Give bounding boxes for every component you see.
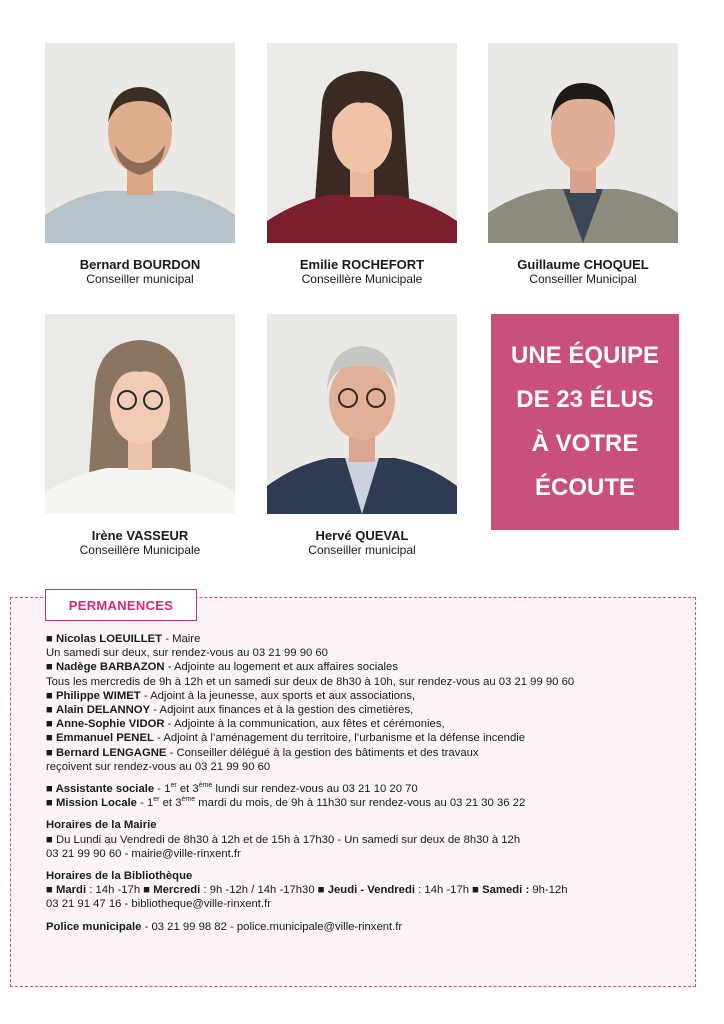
portrait-photo (45, 314, 235, 514)
elu-line: ■ Alain DELANNOY - Adjoint aux finances et à la gestion des cimetières, (46, 704, 414, 717)
person-name: Emilie ROCHEFORT (299, 257, 425, 272)
portrait-photo (267, 314, 457, 514)
person-silhouette-icon (267, 314, 457, 514)
elu-detail: Tous les mercredis de 9h à 12h et un samedi sur deux de 8h30 à 10h, sur rendez-vous au 03 21 99 90 60 (46, 675, 575, 688)
banner-line: À VOTRE (531, 430, 639, 457)
person-name: Irène VASSEUR (91, 528, 189, 543)
person-silhouette-icon (267, 43, 457, 243)
portrait-photo (267, 43, 457, 243)
person-name: Bernard BOURDON (79, 257, 201, 272)
police-line: Police municipale - 03 21 99 98 82 - police.municipale@ville-rinxent.fr (46, 920, 403, 933)
elu-line: ■ Nicolas LOEUILLET - Maire (46, 633, 201, 645)
banner-line: DE 23 ÉLUS (516, 386, 654, 413)
permanences-title: PERMANENCES (45, 589, 197, 621)
person-card-choquel (488, 43, 678, 287)
permanences-content (46, 632, 686, 934)
elu-line: ■ Anne-Sophie VIDOR - Adjointe à la communication, aux fêtes et cérémonies, (46, 718, 445, 731)
person-card-bourdon (45, 43, 235, 287)
bibliotheque-title: Horaires de la Bibliothèque (46, 870, 193, 883)
banner-line: ÉCOUTE (534, 474, 635, 501)
person-role: Conseillère Municipale (301, 272, 423, 286)
person-card-queval (267, 314, 457, 558)
team-banner (491, 314, 679, 530)
person-silhouette-icon (45, 314, 235, 514)
elu-detail: reçoivent sur rendez-vous au 03 21 99 90 60 (46, 760, 271, 773)
elu-line: ■ Emmanuel PENEL - Adjoint à l’aménagement du territoire, l’urbanisme et la défense incendie (46, 732, 526, 745)
mairie-title: Horaires de la Mairie (46, 819, 157, 832)
person-card-rochefort (267, 43, 457, 287)
person-name: Hervé QUEVAL (315, 528, 409, 543)
elu-line: ■ Philippe WIMET - Adjoint à la jeunesse, aux sports et aux associations, (46, 689, 416, 702)
person-role: Conseiller municipal (308, 543, 416, 557)
person-name: Guillaume CHOQUEL (517, 257, 649, 272)
banner-line: UNE ÉQUIPE (510, 342, 660, 369)
mairie-hours: ■ Du Lundi au Vendredi de 8h30 à 12h et de 15h à 17h30 - Un samedi sur deux de 8h30 à 12h (46, 833, 521, 846)
assistante-sociale-line: ■ Assistante sociale - 1er et 3ème lundi sur rendez-vous au 03 21 10 20 70 (46, 782, 418, 796)
portrait-photo (488, 43, 678, 243)
elu-line: ■ Nadège BARBAZON - Adjointe au logement et aux affaires sociales (46, 661, 398, 674)
person-card-vasseur (45, 314, 235, 558)
bibliotheque-contact: 03 21 91 47 16 - bibliotheque@ville-rinxent.fr (46, 898, 271, 911)
bibliotheque-hours: ■ Mardi : 14h -17h ■ Mercredi : 9h -12h / 14h -17h30 ■ Jeudi - Vendredi : 14h -17h ■ Samedi : 9h-12h (46, 884, 568, 897)
portrait-photo (45, 43, 235, 243)
elu-detail: Un samedi sur deux, sur rendez-vous au 03 21 99 90 60 (46, 647, 328, 660)
mission-locale-line: ■ Mission Locale - 1er et 3ème mardi du mois, de 9h à 11h30 sur rendez-vous au 03 21 30 36 22 (46, 796, 526, 810)
person-silhouette-icon (45, 43, 235, 243)
person-silhouette-icon (488, 43, 678, 243)
mairie-contact: 03 21 99 90 60 - mairie@ville-rinxent.fr (46, 847, 241, 860)
person-role: Conseillère Municipale (79, 543, 201, 557)
person-role: Conseiller Municipal (529, 272, 637, 286)
person-role: Conseiller municipal (86, 272, 194, 286)
elu-line: ■ Bernard LENGAGNE - Conseiller délégué à la gestion des bâtiments et des travaux (46, 746, 479, 759)
